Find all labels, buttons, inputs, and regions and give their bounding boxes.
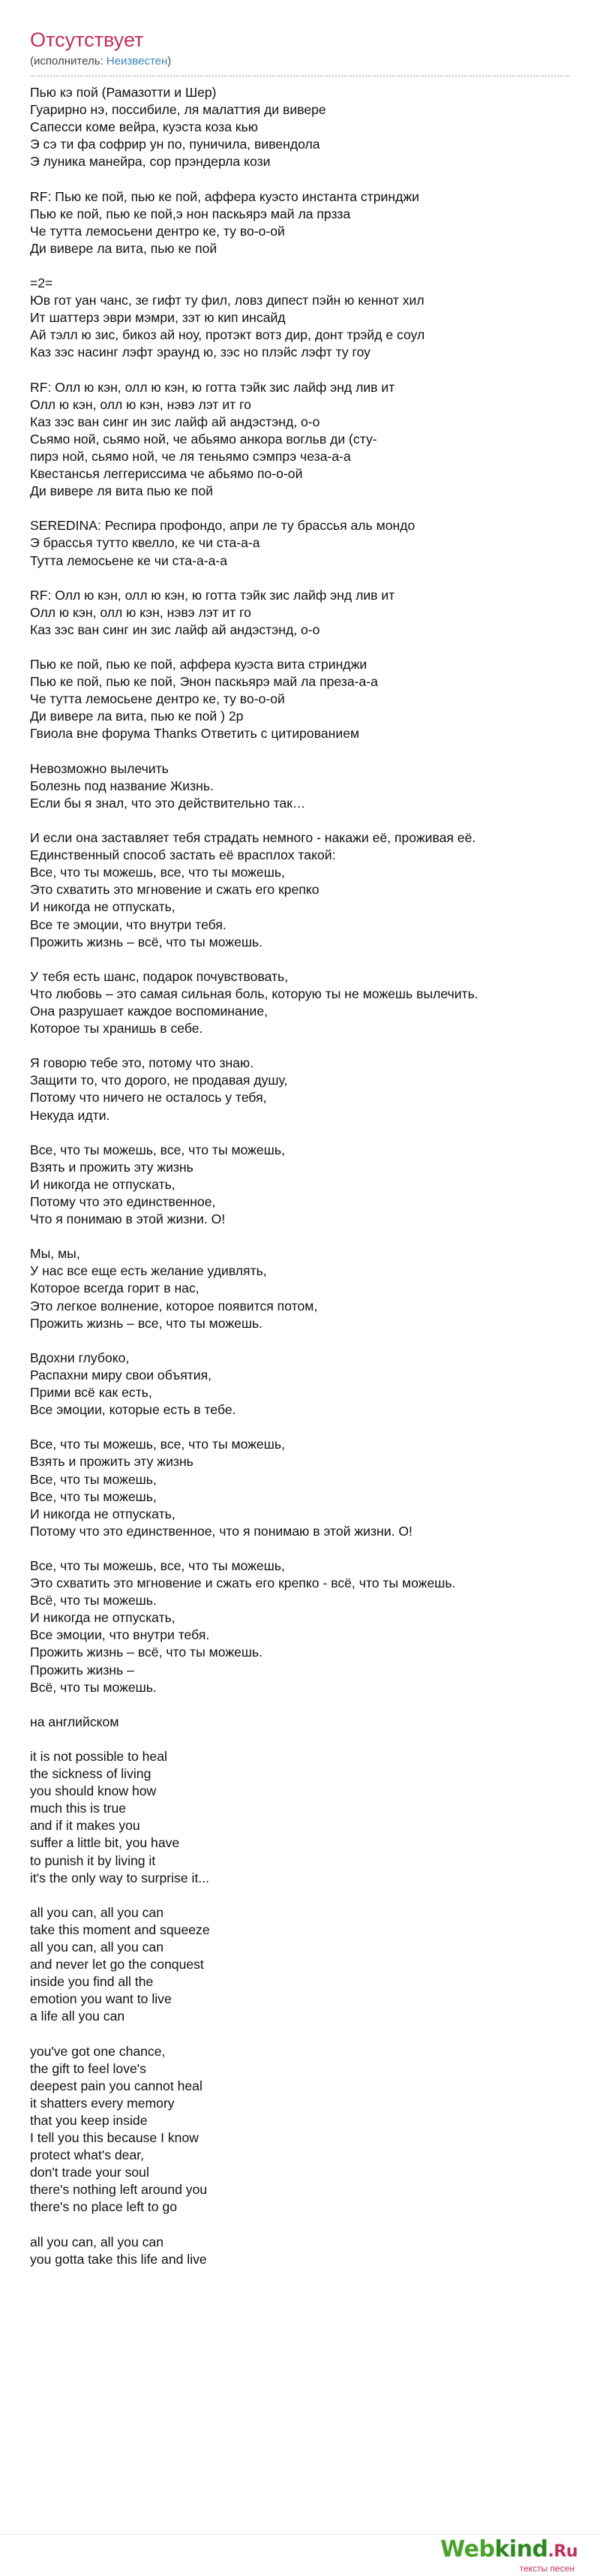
lyric-line: =2= bbox=[30, 275, 53, 291]
lyric-line: and if it makes you bbox=[30, 1818, 140, 1834]
song-title: Отсутствует bbox=[30, 29, 144, 51]
lyric-line: Мы, мы, bbox=[30, 1246, 80, 1262]
lyric-line: Э сэ ти фа софрир ун по, пуничила, вивендола bbox=[30, 137, 320, 152]
logo-wordmark bbox=[440, 2537, 578, 2565]
lyric-line: Сьямо ной, сьямо ной, че абьямо анкора вогльв ди (сту- bbox=[30, 431, 377, 447]
lyric-line: Которое ты хранишь в себе. bbox=[30, 1021, 203, 1037]
lyric-line: inside you find all the bbox=[30, 1974, 154, 1990]
lyric-blank-line bbox=[30, 639, 570, 656]
lyric-line: the gift to feel love's bbox=[30, 2060, 146, 2076]
lyric-line: all you can, all you can bbox=[30, 1940, 164, 1955]
lyric-line: Пью кэ пой (Рамазотти и Шер) bbox=[30, 85, 217, 100]
lyric-line: Э луника манейра, сор прэндерла кози bbox=[30, 154, 271, 170]
lyric-line: Единственный способ застать её врасплох такой: bbox=[30, 847, 336, 863]
lyric-line: У нас все еще есть желание удивлять, bbox=[30, 1263, 267, 1279]
lyric-line: Пью ке пой, пью ке пой, аффера куэста вита стринджи bbox=[30, 657, 368, 673]
webkind-logo[interactable] bbox=[440, 2537, 578, 2574]
lyric-line: Потому что ничего не осталось у тебя, bbox=[30, 1090, 267, 1106]
lyric-blank-line bbox=[30, 1037, 570, 1055]
lyric-line: Что любовь – это самая сильная боль, которую ты не можешь вылечить. bbox=[30, 986, 478, 1001]
lyric-line: Юв гот уан чанс, зе гифт ту фил, ловз дипест пэйн ю кеннот хил bbox=[30, 293, 424, 308]
lyric-line: it shatters every memory bbox=[30, 2095, 175, 2111]
lyric-line: Это схватить это мгновение и сжать его крепко - всё, что ты можешь. bbox=[30, 1575, 456, 1591]
lyric-line: you should know how bbox=[30, 1783, 157, 1799]
lyric-line: Она разрушает каждое воспоминание, bbox=[30, 1003, 268, 1019]
lyric-line: Все, что ты можешь, все, что ты можешь, bbox=[30, 865, 285, 880]
lyric-line: Защити то, что дорого, не продавая душу, bbox=[30, 1073, 288, 1088]
artist-suffix: ) bbox=[167, 55, 172, 68]
lyric-line: all you can, all you can bbox=[30, 1904, 164, 1920]
lyric-line: Невозможно вылечить bbox=[30, 760, 169, 776]
lyric-line: Это легкое волнение, которое появится потом, bbox=[30, 1298, 318, 1314]
lyric-line: на английском bbox=[30, 1714, 119, 1729]
lyric-line: Если бы я знал, что это действительно так… bbox=[30, 795, 306, 811]
lyric-line: И никогда не отпускать, bbox=[30, 1506, 176, 1521]
lyric-blank-line bbox=[30, 2216, 570, 2234]
lyric-line: deepest pain you cannot heal bbox=[30, 2078, 202, 2093]
lyric-line: Всё, что ты можешь. bbox=[30, 1679, 157, 1695]
lyric-line: Ди вивере ля вита пью ке пой bbox=[30, 483, 214, 499]
lyric-line: Каз зэс ван синг ин зис лайф ай андэстэнд, о-о bbox=[30, 621, 320, 637]
lyric-blank-line bbox=[30, 2026, 570, 2043]
lyric-line: Каз зэс ван синг ин зис лайф ай андэстэнд, о-о bbox=[30, 414, 320, 429]
lyric-line: all you can, all you can bbox=[30, 2234, 164, 2249]
lyric-blank-line bbox=[30, 1540, 570, 1557]
lyric-line: a life all you can bbox=[30, 2009, 125, 2024]
lyric-line: RF: Пью ке пой, пью ке пой, аффера куэсто инстанта стринджи bbox=[30, 188, 419, 204]
lyric-line: Все, что ты можешь, все, что ты можешь, bbox=[30, 1557, 285, 1573]
lyric-blank-line bbox=[30, 1419, 570, 1436]
lyric-blank-line bbox=[30, 1731, 570, 1748]
logo-tld: .Ru bbox=[548, 2542, 578, 2561]
lyric-line: protect what's dear, bbox=[30, 2147, 145, 2163]
lyric-blank-line bbox=[30, 257, 570, 275]
lyric-line: Все те эмоции, что внутри тебя. bbox=[30, 916, 226, 932]
lyric-blank-line bbox=[30, 570, 570, 587]
lyric-line: пирэ ной, сьямо ной, че ля теньямо сэмпрэ чеза-а-а bbox=[30, 448, 351, 464]
lyric-line: Ди вивере ла вита, пью ке пой bbox=[30, 240, 218, 256]
lyric-line: to punish it by living it bbox=[30, 1852, 156, 1868]
lyric-line: you gotta take this life and live bbox=[30, 2251, 207, 2267]
lyric-line: take this moment and squeeze bbox=[30, 1921, 210, 1937]
lyric-blank-line bbox=[30, 170, 570, 188]
lyric-line: there's no place left to go bbox=[30, 2199, 178, 2215]
lyric-line: Прожить жизнь – все, что ты можешь. bbox=[30, 1315, 263, 1331]
lyric-line: Че тутта лемосьене дентро ке, ту во-о-ой bbox=[30, 691, 285, 707]
lyric-line: Ай тэлл ю зис, бикоз ай ноу, протэкт вотз дир, донт трэйд е соул bbox=[30, 327, 425, 343]
lyric-line: Всё, что ты можешь. bbox=[30, 1593, 157, 1608]
artist-link[interactable]: Неизвестен bbox=[106, 55, 168, 68]
lyric-blank-line bbox=[30, 1887, 570, 1904]
lyric-line: there's nothing left around you bbox=[30, 2182, 208, 2198]
lyric-line: Прожить жизнь – всё, что ты можешь. bbox=[30, 1645, 263, 1660]
lyric-line: Распахни миру свои объятия, bbox=[30, 1367, 212, 1383]
lyric-line: И никогда не отпускать, bbox=[30, 899, 176, 915]
lyric-line: И никогда не отпускать, bbox=[30, 1176, 176, 1192]
lyric-line: Все, что ты можешь, все, что ты можешь, bbox=[30, 1437, 285, 1452]
lyric-line: much this is true bbox=[30, 1801, 127, 1816]
lyric-line: Ди вивере ла вита, пью ке пой ) 2р bbox=[30, 709, 244, 724]
lyric-line: Олл ю кэн, олл ю кэн, нэвэ лэт ит го bbox=[30, 604, 251, 620]
lyric-blank-line bbox=[30, 500, 570, 517]
artist-prefix: (исполнитель: bbox=[30, 55, 106, 68]
lyric-line: Вдохни глубоко, bbox=[30, 1350, 130, 1365]
lyric-line: У тебя есть шанс, подарок почувствовать, bbox=[30, 968, 289, 984]
lyric-blank-line bbox=[30, 812, 570, 829]
lyric-line: RF: Олл ю кэн, олл ю кэн, ю готта тэйк зис лайф энд лив ит bbox=[30, 379, 395, 395]
lyric-line: Все, что ты можешь, все, что ты можешь, bbox=[30, 1142, 285, 1157]
lyric-line: Олл ю кэн, олл ю кэн, нэвэ лэт ит го bbox=[30, 396, 251, 412]
lyric-line: and never let go the conquest bbox=[30, 1957, 204, 1973]
footer-divider bbox=[0, 2534, 600, 2535]
lyric-line: Каз зэс насинг лэфт эраунд ю, зэс но плэйс лэфт ту гоу bbox=[30, 345, 370, 360]
lyric-blank-line bbox=[30, 951, 570, 968]
lyric-line: Прожить жизнь – bbox=[30, 1662, 134, 1678]
lyric-line: Все эмоции, что внутри тебя. bbox=[30, 1627, 210, 1643]
lyric-line: Ит шаттерз эври мэмри, зэт ю кип инсайд bbox=[30, 310, 286, 326]
header-divider bbox=[30, 75, 570, 77]
lyric-line: Которое всегда горит в нас, bbox=[30, 1280, 200, 1296]
lyric-line: Потому что это единственное, что я понимаю в этой жизни. О! bbox=[30, 1523, 412, 1539]
lyric-line: Прими всё как есть, bbox=[30, 1385, 152, 1401]
lyric-line: I tell you this because I know bbox=[30, 2130, 199, 2146]
lyric-line: that you keep inside bbox=[30, 2112, 148, 2128]
lyric-line: RF: Олл ю кэн, олл ю кэн, ю готта тэйк зис лайф энд лив ит bbox=[30, 587, 395, 603]
lyric-line: Гуарирно нэ, поссибиле, ля малаттия ди вивере bbox=[30, 102, 326, 118]
lyric-line: Тутта лемосьене ке чи ста-а-а-а bbox=[30, 552, 228, 568]
lyric-line: Э брассья тутто квелло, ке чи ста-а-а bbox=[30, 535, 260, 551]
lyric-line: suffer a little bit, you have bbox=[30, 1835, 180, 1851]
lyric-line: Некуда идти. bbox=[30, 1107, 110, 1123]
lyric-line: Сапесси коме вейра, куэста коза кью bbox=[30, 119, 258, 135]
lyric-line: Прожить жизнь – всё, что ты можешь. bbox=[30, 934, 263, 949]
lyric-line: Болезнь под название Жизнь. bbox=[30, 778, 214, 793]
lyric-blank-line bbox=[30, 743, 570, 760]
lyric-blank-line bbox=[30, 362, 570, 379]
lyric-line: don't trade your soul bbox=[30, 2165, 149, 2180]
lyric-line: it's the only way to surprise it... bbox=[30, 1870, 210, 1885]
lyric-line: emotion you want to live bbox=[30, 1991, 172, 2007]
lyric-blank-line bbox=[30, 1124, 570, 1142]
lyric-line: Все эмоции, которые есть в тебе. bbox=[30, 1402, 236, 1418]
lyric-line: SEREDINA: Респира профондо, апри ле ту брассья аль мондо bbox=[30, 518, 416, 534]
lyric-line: Это схватить это мгновение и сжать его крепко bbox=[30, 882, 320, 898]
lyric-line: you've got one chance, bbox=[30, 2043, 166, 2059]
lyric-line: Пью ке пой, пью ке пой, Энон паскьярэ май ла преза-а-а bbox=[30, 674, 378, 690]
logo-web: Web bbox=[440, 2536, 495, 2562]
lyric-line: Что я понимаю в этой жизни. О! bbox=[30, 1211, 226, 1227]
logo-tagline: тексты песен bbox=[519, 2563, 574, 2574]
lyric-line: the sickness of living bbox=[30, 1766, 152, 1782]
logo-kind: kind bbox=[494, 2536, 548, 2562]
lyric-line: Потому что это единственное, bbox=[30, 1194, 216, 1209]
lyric-line: Че тутта лемосьени дентро ке, ту во-о-ой bbox=[30, 223, 285, 239]
lyric-blank-line bbox=[30, 1332, 570, 1350]
lyric-line: Все, что ты можешь, bbox=[30, 1471, 157, 1487]
artist-line bbox=[30, 54, 570, 69]
lyric-blank-line bbox=[30, 1696, 570, 1714]
lyric-line: И если она заставляет тебя страдать немного - накажи её, проживая её. bbox=[30, 830, 476, 846]
lyric-line: Взять и прожить эту жизнь bbox=[30, 1159, 194, 1175]
lyric-line: Пью ке пой, пью ке пой,э нон паскьярэ май ла прзза bbox=[30, 206, 351, 221]
lyric-blank-line bbox=[30, 1228, 570, 1245]
lyric-line: it is not possible to heal bbox=[30, 1749, 167, 1764]
lyric-line: Я говорю тебе это, потому что знаю. bbox=[30, 1055, 254, 1071]
lyric-line: Взять и прожить эту жизнь bbox=[30, 1454, 194, 1470]
lyric-line: Все, что ты можешь, bbox=[30, 1488, 157, 1504]
lyrics-text bbox=[30, 84, 570, 2268]
lyric-line: Гвиола вне форума Thanks Ответить с цитированием bbox=[30, 726, 360, 742]
lyric-line: И никогда не отпускать, bbox=[30, 1610, 176, 1626]
lyric-line: Квестансья леггериссима че абьямо по-о-ой bbox=[30, 466, 303, 482]
